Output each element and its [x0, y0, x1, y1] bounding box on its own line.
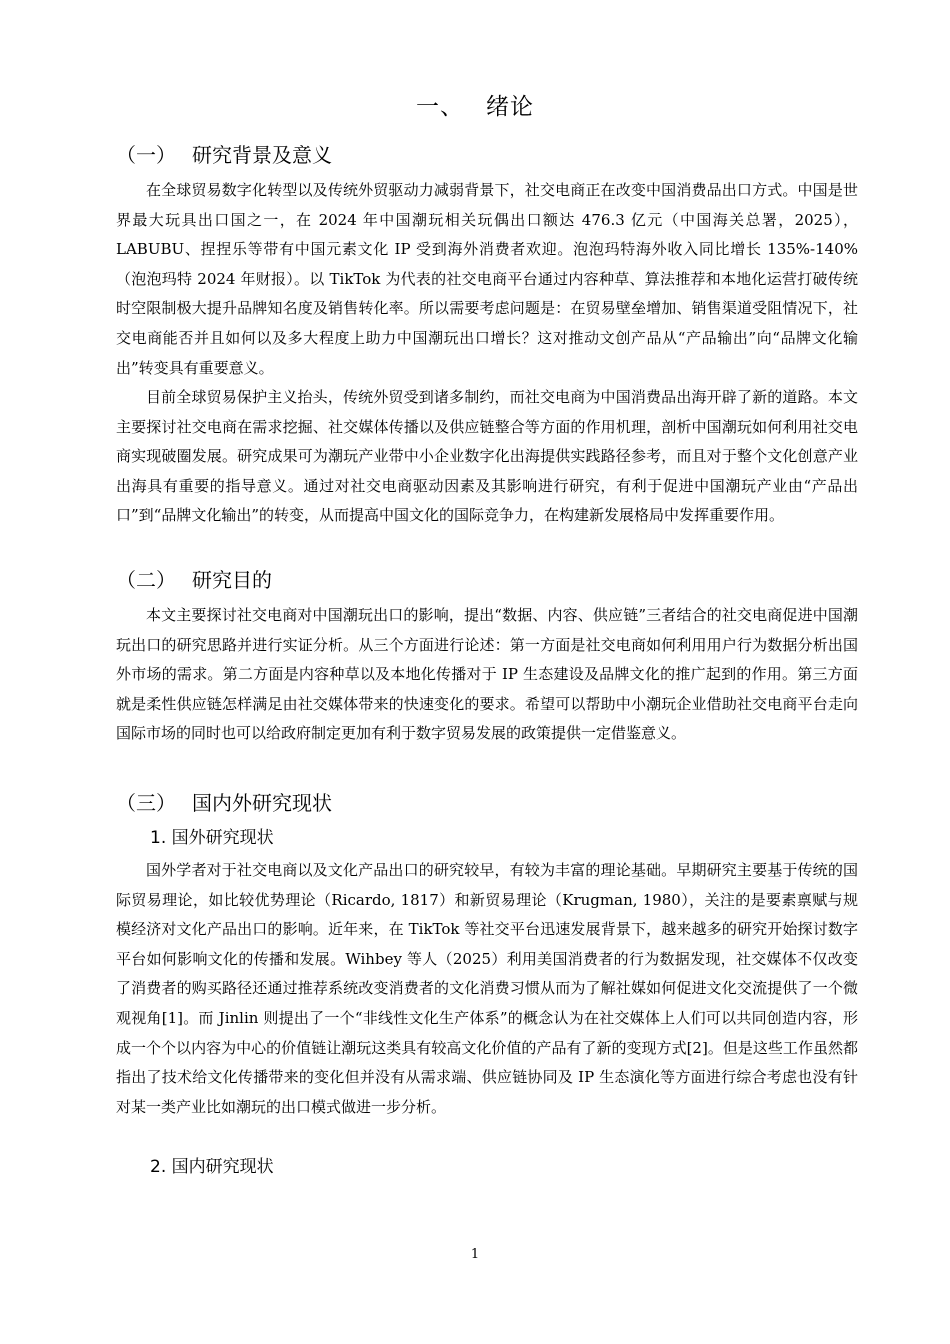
section-heading-literature [116, 789, 332, 817]
paragraph-foreign-research: 国外学者对于社交电商以及文化产品出口的研究较早，有较为丰富的理论基础。早期研究主要基于传统的国际贸易理论，如比较优势理论（Ricardo, 1817）和新贸易理论（Krugman, 1980），关注的是要素禀赋与规模经济对文化产品出口的影响。近年来，在 TikTok 等社交平台迅速发展背景下，越来越多的研究开始探讨数字平台如何影响文化的传播和发展。Wihbey 等人（2025）利用美国消费者的行为数据发现，社交媒体不仅改变了消费者的购买路径还通过推荐系统改变消费者的文化消费习惯从而为了解社媒如何促进文化交流提供了一个微观视角[1]。而 Jinlin 则提出了一个“非线性文化生产体系”的概念认为在社交媒体上人们可以共同创造内容，形成一个个以内容为中心的价值链让潮玩这类具有较高文化价值的产品有了新的变现方式[2]。但是这些工作虽然都指出了技术给文化传播带来的变化但并没有从需求端、供应链协同及 IP 生态演化等方面进行综合考虑也没有针对某一类产业比如潮玩的出口模式做进一步分析。 [116, 861, 858, 1116]
page-number: 1 [470, 1247, 480, 1262]
section-heading-background [116, 141, 332, 169]
section-title: 研究目的 [192, 568, 272, 592]
section-number: （二） [116, 568, 176, 592]
chapter-title-text: 绪论 [486, 94, 534, 120]
section-title: 研究背景及意义 [192, 143, 332, 167]
paragraph-background-1: 在全球贸易数字化转型以及传统外贸驱动力减弱背景下，社交电商正在改变中国消费品出口方式。中国是世界最大玩具出口国之一，在 2024 年中国潮玩相关玩偶出口额达 476.3 亿元（中国海关总署，2025），LABUBU、捏捏乐等带有中国元素文化 IP 受到海外消费者欢迎。泡泡玛特海外收入同比增长 135%-140%（泡泡玛特 2024 年财报）。以 TikTok 为代表的社交电商平台通过内容种草、算法推荐和本地化运营打破传统时空限制极大提升品牌知名度及销售转化率。所以需要考虑问题是：在贸易壁垒增加、销售渠道受阻情况下，社交电商能否并且如何以及多大程度上助力中国潮玩出口增长？这对推动文创产品从“产品输出”向“品牌文化输出”转变具有重要意义。 [116, 181, 858, 377]
chapter-title [0, 88, 950, 121]
chapter-number: 一、 [416, 94, 464, 120]
section-number: （三） [116, 791, 176, 815]
paragraph-background-2: 目前全球贸易保护主义抬头，传统外贸受到诸多制约，而社交电商为中国消费品出海开辟了新的道路。本文主要探讨社交电商在需求挖掘、社交媒体传播以及供应链整合等方面的作用机理，剖析中国潮玩如何利用社交电商实现破圈发展。研究成果可为潮玩产业带中小企业数字化出海提供实践路径参考，而且对于整个文化创意产业出海具有重要的指导意义。通过对社交电商驱动因素及其影响进行研究，有利于促进中国潮玩产业由“产品出口”到“品牌文化输出”的转变，从而提高中国文化的国际竞争力，在构建新发展格局中发挥重要作用。 [116, 388, 858, 525]
section-number: （一） [116, 143, 176, 167]
paragraph-purpose: 本文主要探讨社交电商对中国潮玩出口的影响，提出“数据、内容、供应链”三者结合的社交电商促进中国潮玩出口的研究思路并进行实证分析。从三个方面进行论述：第一方面是社交电商如何利用用户行为数据分析出国外市场的需求。第二方面是内容种草以及本地化传播对于 IP 生态建设及品牌文化的推广起到的作用。第三方面就是柔性供应链怎样满足由社交媒体带来的快速变化的要求。希望可以帮助中小潮玩企业借助社交电商平台走向国际市场的同时也可以给政府制定更加有利于数字贸易发展的政策提供一定借鉴意义。 [116, 606, 858, 743]
section-heading-purpose [116, 566, 272, 594]
subsection-heading-domestic: 2. 国内研究现状 [150, 1157, 274, 1177]
subsection-heading-foreign: 1. 国外研究现状 [150, 828, 274, 848]
section-title: 国内外研究现状 [192, 791, 332, 815]
